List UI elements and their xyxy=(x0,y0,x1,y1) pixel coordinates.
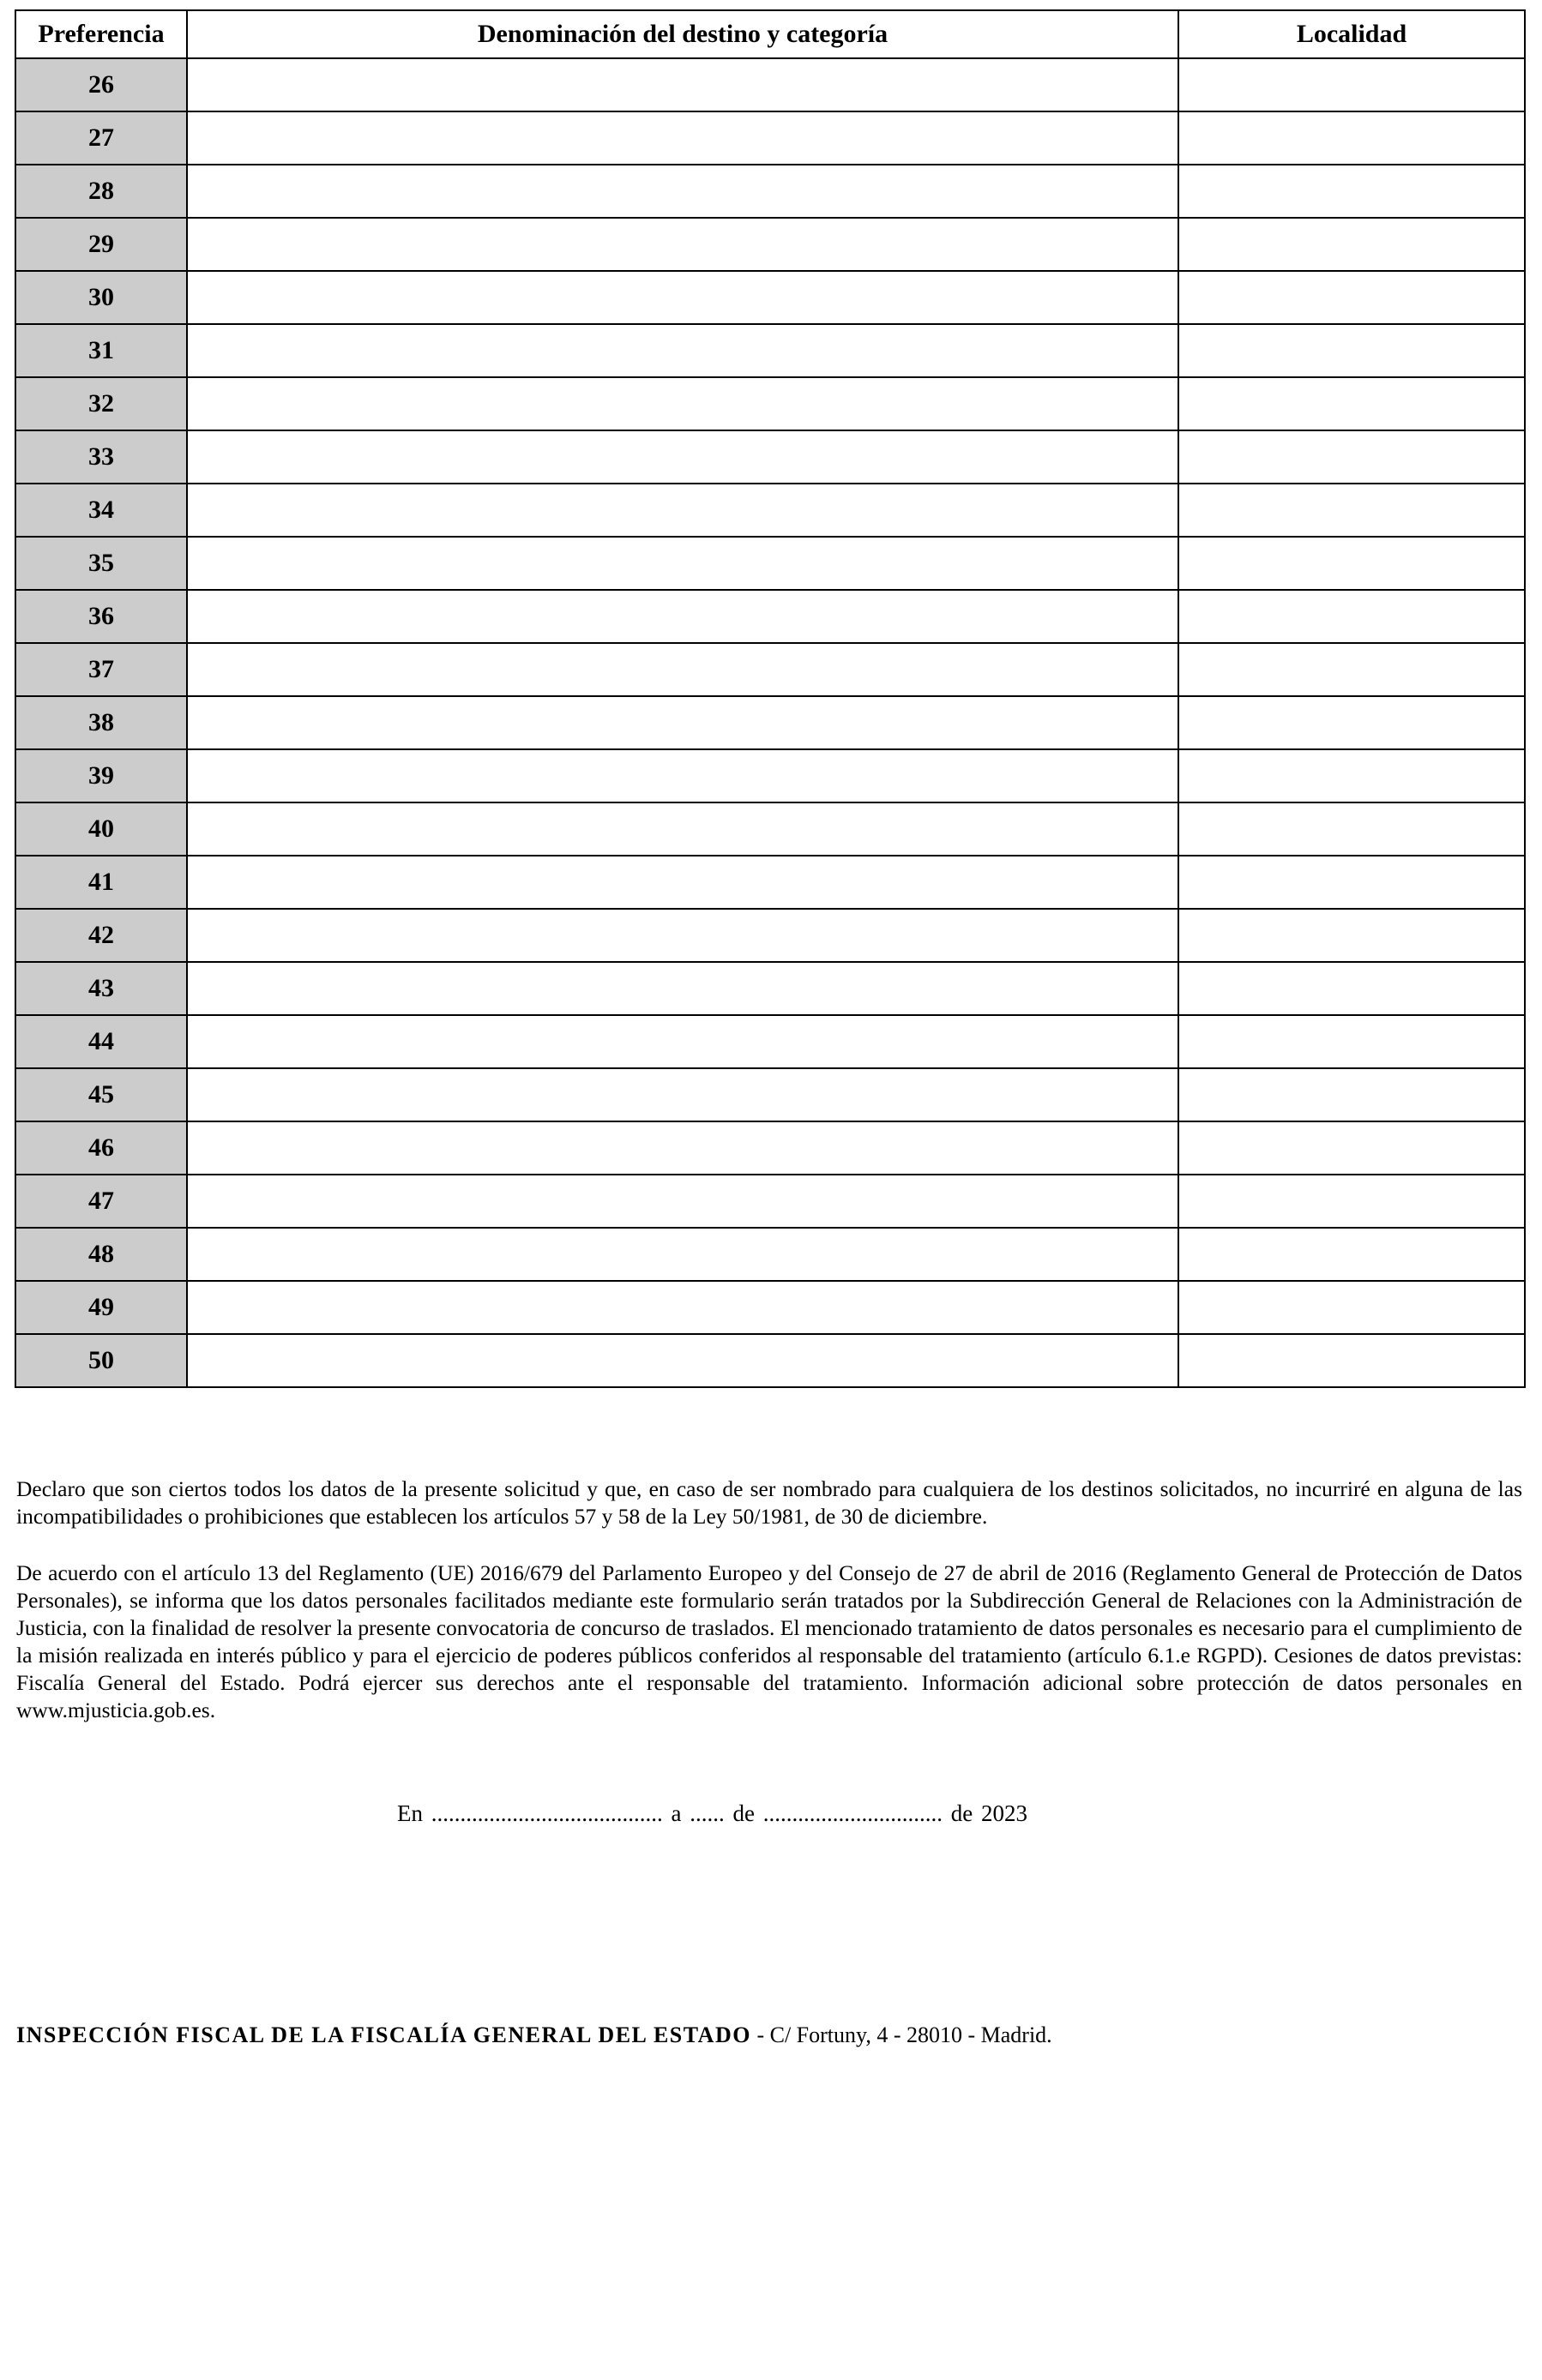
preference-number: 31 xyxy=(15,324,187,377)
destination-field[interactable] xyxy=(187,1175,1178,1228)
table-row xyxy=(15,1015,1525,1068)
destination-field[interactable] xyxy=(187,856,1178,909)
table-row xyxy=(15,324,1525,377)
preference-number: 47 xyxy=(15,1175,187,1228)
destination-field[interactable] xyxy=(187,165,1178,218)
locality-field[interactable] xyxy=(1178,1228,1525,1281)
preference-number: 36 xyxy=(15,590,187,643)
destination-field[interactable] xyxy=(187,1334,1178,1387)
locality-field[interactable] xyxy=(1178,218,1525,271)
destination-field[interactable] xyxy=(187,111,1178,165)
locality-field[interactable] xyxy=(1178,909,1525,962)
preference-number: 26 xyxy=(15,58,187,111)
header-destination: Denominación del destino y categoría xyxy=(187,10,1178,58)
preferences-table xyxy=(15,9,1526,1388)
destination-field[interactable] xyxy=(187,802,1178,856)
destination-field[interactable] xyxy=(187,430,1178,484)
locality-field[interactable] xyxy=(1178,590,1525,643)
destination-field[interactable] xyxy=(187,1121,1178,1175)
destination-field[interactable] xyxy=(187,1068,1178,1121)
locality-field[interactable] xyxy=(1178,430,1525,484)
table-row xyxy=(15,111,1525,165)
locality-field[interactable] xyxy=(1178,1121,1525,1175)
preference-number: 29 xyxy=(15,218,187,271)
table-row xyxy=(15,802,1525,856)
table-header-row xyxy=(15,10,1525,58)
destination-field[interactable] xyxy=(187,537,1178,590)
destination-field[interactable] xyxy=(187,324,1178,377)
destination-field[interactable] xyxy=(187,749,1178,802)
table-row xyxy=(15,1334,1525,1387)
destination-field[interactable] xyxy=(187,1228,1178,1281)
locality-field[interactable] xyxy=(1178,856,1525,909)
locality-field[interactable] xyxy=(1178,1015,1525,1068)
locality-field[interactable] xyxy=(1178,962,1525,1015)
destination-field[interactable] xyxy=(187,1281,1178,1334)
locality-field[interactable] xyxy=(1178,377,1525,430)
header-locality: Localidad xyxy=(1178,10,1525,58)
preference-number: 41 xyxy=(15,856,187,909)
locality-field[interactable] xyxy=(1178,537,1525,590)
table-row xyxy=(15,856,1525,909)
table-row xyxy=(15,1281,1525,1334)
header-preference: Preferencia xyxy=(15,10,187,58)
table-row xyxy=(15,165,1525,218)
locality-field[interactable] xyxy=(1178,484,1525,537)
table-row xyxy=(15,58,1525,111)
locality-field[interactable] xyxy=(1178,271,1525,324)
date-signature-line[interactable]: En ........................................ a ...... de ............................... de 2023 xyxy=(397,1800,1027,1826)
locality-field[interactable] xyxy=(1178,165,1525,218)
locality-field[interactable] xyxy=(1178,749,1525,802)
table-row xyxy=(15,271,1525,324)
footer-address: - C/ Fortuny, 4 - 28010 - Madrid. xyxy=(750,2022,1052,2047)
destination-field[interactable] xyxy=(187,271,1178,324)
preference-number: 46 xyxy=(15,1121,187,1175)
locality-field[interactable] xyxy=(1178,1068,1525,1121)
table-row xyxy=(15,962,1525,1015)
locality-field[interactable] xyxy=(1178,802,1525,856)
locality-field[interactable] xyxy=(1178,643,1525,696)
destination-field[interactable] xyxy=(187,590,1178,643)
privacy-notice: De acuerdo con el artículo 13 del Reglamento (UE) 2016/679 del Parlamento Europeo y del Consejo de 27 de abril de 2016 (Reglamento General de Protección de Datos Personales), se informa que los datos personales facilitados mediante este formulario serán tratados por la Subdirección General de Relaciones con la Administración de Justicia, con la finalidad de resolver la presente convocatoria de concurso de traslados. El mencionado tratamiento de datos personales es necesario para el cumplimiento de la misión realizada en interés público y para el ejercicio de poderes públicos conferidos al responsable del tratamiento (artículo 6.1.e RGPD). Cesiones de datos previstas: Fiscalía General del Estado. Podrá ejercer sus derechos ante el responsable del tratamiento. Información adicional sobre protección de datos personales en www.mjusticia.gob.es. xyxy=(16,1560,1522,1722)
table-row xyxy=(15,218,1525,271)
locality-field[interactable] xyxy=(1178,1281,1525,1334)
preference-number: 39 xyxy=(15,749,187,802)
table-row xyxy=(15,1228,1525,1281)
destination-field[interactable] xyxy=(187,484,1178,537)
locality-field[interactable] xyxy=(1178,1334,1525,1387)
destination-field[interactable] xyxy=(187,962,1178,1015)
table-row xyxy=(15,590,1525,643)
preference-number: 37 xyxy=(15,643,187,696)
preference-number: 49 xyxy=(15,1281,187,1334)
preference-number: 50 xyxy=(15,1334,187,1387)
locality-field[interactable] xyxy=(1178,1175,1525,1228)
destination-field[interactable] xyxy=(187,377,1178,430)
table-row xyxy=(15,1121,1525,1175)
destination-field[interactable] xyxy=(187,1015,1178,1068)
table-row xyxy=(15,909,1525,962)
locality-field[interactable] xyxy=(1178,58,1525,111)
table-row xyxy=(15,696,1525,749)
destination-field[interactable] xyxy=(187,909,1178,962)
footer-institution: INSPECCIÓN FISCAL DE LA FISCALÍA GENERAL DEL ESTADO xyxy=(16,2022,751,2047)
preference-number: 40 xyxy=(15,802,187,856)
preference-number: 45 xyxy=(15,1068,187,1121)
preferences-table-body xyxy=(15,58,1525,1387)
table-row xyxy=(15,430,1525,484)
destination-field[interactable] xyxy=(187,696,1178,749)
preference-number: 35 xyxy=(15,537,187,590)
locality-field[interactable] xyxy=(1178,111,1525,165)
preference-number: 34 xyxy=(15,484,187,537)
table-row xyxy=(15,1175,1525,1228)
preference-number: 30 xyxy=(15,271,187,324)
declaration-text: Declaro que son ciertos todos los datos de la presente solicitud y que, en caso de ser nombrado para cualquiera de los destinos solicitados, no incurriré en alguna de las incompatibilidades o prohibiciones que establecen los artículos 57 y 58 de la Ley 50/1981, de 30 de diciembre. xyxy=(16,1476,1522,1529)
preference-number: 28 xyxy=(15,165,187,218)
preference-number: 27 xyxy=(15,111,187,165)
preference-number: 43 xyxy=(15,962,187,1015)
table-row xyxy=(15,1068,1525,1121)
preference-number: 44 xyxy=(15,1015,187,1068)
locality-field[interactable] xyxy=(1178,696,1525,749)
table-row xyxy=(15,643,1525,696)
table-row xyxy=(15,537,1525,590)
preference-number: 42 xyxy=(15,909,187,962)
preference-number: 48 xyxy=(15,1228,187,1281)
destination-field[interactable] xyxy=(187,643,1178,696)
destination-field[interactable] xyxy=(187,58,1178,111)
footer xyxy=(16,2022,1052,2048)
table-row xyxy=(15,377,1525,430)
preference-number: 38 xyxy=(15,696,187,749)
table-row xyxy=(15,484,1525,537)
locality-field[interactable] xyxy=(1178,324,1525,377)
preference-number: 32 xyxy=(15,377,187,430)
table-row xyxy=(15,749,1525,802)
destination-field[interactable] xyxy=(187,218,1178,271)
preference-number: 33 xyxy=(15,430,187,484)
